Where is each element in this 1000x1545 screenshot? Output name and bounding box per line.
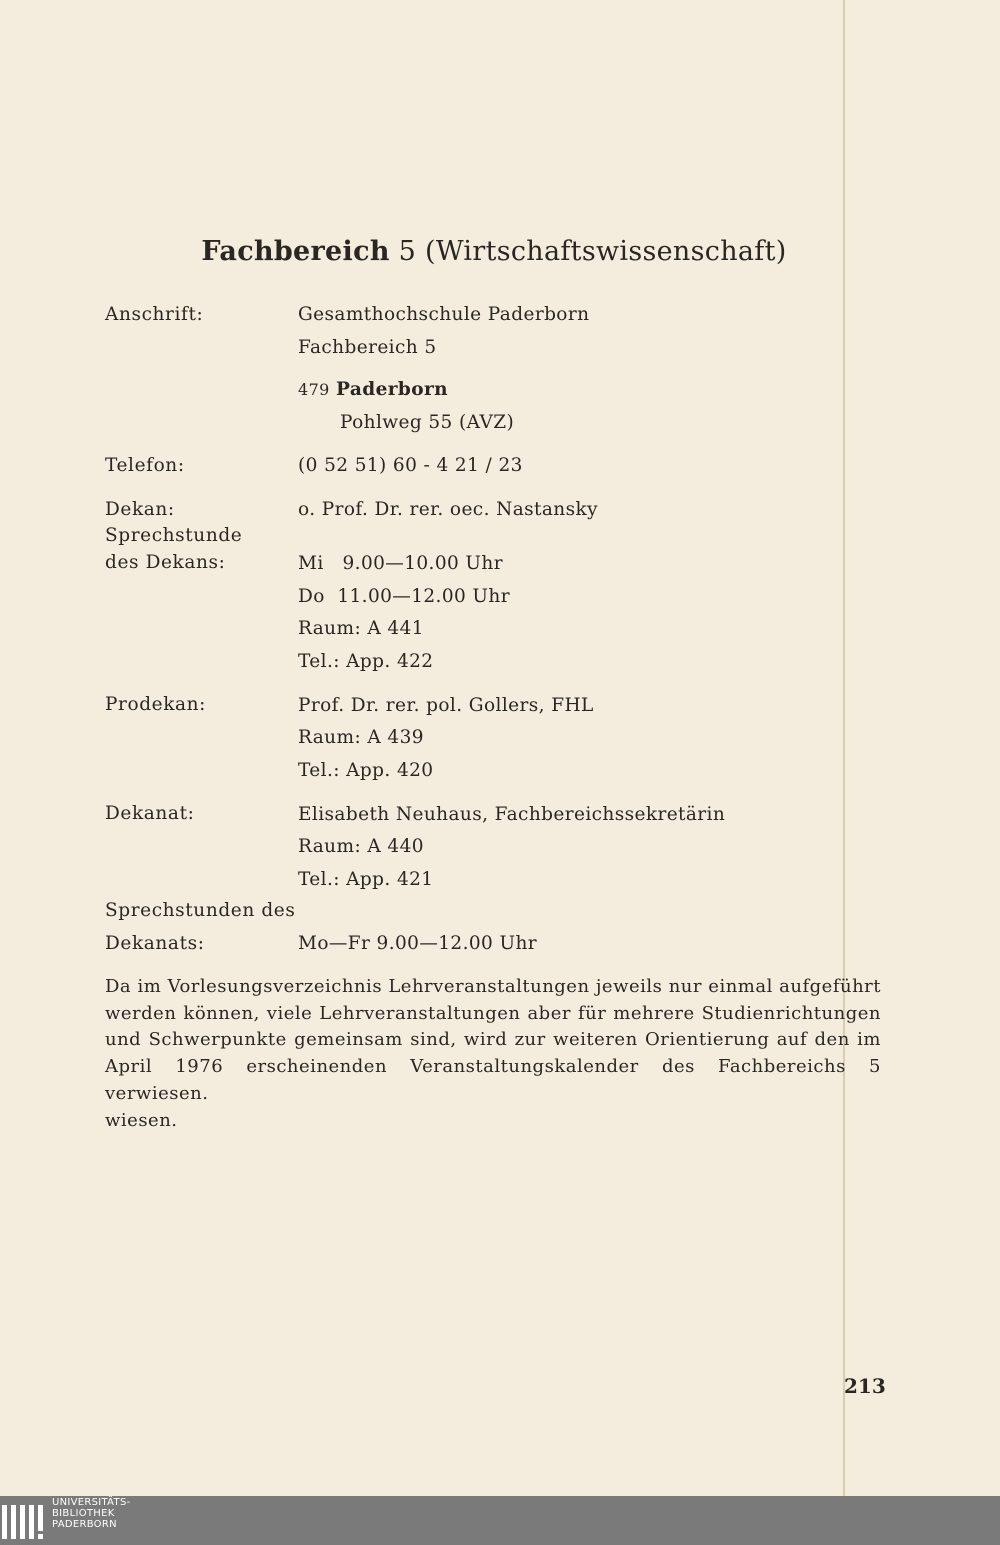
page-title	[0, 236, 988, 267]
title-bold: Fachbereich	[201, 236, 390, 267]
paragraph-line: werden können, viele Lehrveranstaltungen aber für mehrere Studienrichtungen	[105, 1002, 881, 1024]
dekanat-value: Elisabeth Neuhaus, Fachbereichssekretärin	[298, 804, 726, 825]
library-name-line-2: BIBLIOTHEK	[52, 1508, 115, 1519]
paragraph-line: Da im Vorlesungsverzeichnis Lehrveranstaltungen jeweils nur einmal aufgeführt	[105, 976, 881, 997]
library-name	[52, 1497, 131, 1530]
telefon-label: Telefon:	[105, 455, 185, 476]
prodekan-value: Prof. Dr. rer. pol. Gollers, FHL	[298, 695, 594, 716]
dekan-times-1: Mi 9.00—10.00 Uhr	[298, 553, 503, 574]
dekan-raum: Raum: A 441	[298, 618, 424, 639]
dekan-tel: Tel.: App. 422	[298, 651, 434, 672]
dekan-times-2: Do 11.00—12.00 Uhr	[298, 586, 510, 607]
dekan-sprechstunde-label-1: Sprechstunde	[105, 525, 243, 546]
prodekan-tel: Tel.: App. 420	[298, 760, 434, 781]
anschrift-label: Anschrift:	[105, 304, 204, 325]
dekanat-label: Dekanat:	[105, 803, 195, 824]
library-logo-icon	[2, 1505, 46, 1539]
library-name-line-1: UNIVERSITÄTS-	[52, 1497, 131, 1508]
info-paragraph	[105, 974, 881, 1134]
dekan-label: Dekan:	[105, 499, 175, 520]
telefon-value: (0 52 51) 60 - 4 21 / 23	[298, 455, 523, 476]
library-footer	[0, 1496, 1000, 1545]
page-fold-line	[843, 0, 845, 1496]
dekanat-raum: Raum: A 440	[298, 836, 424, 857]
address-city-name: Paderborn	[336, 379, 448, 400]
dekanat-times: Mo—Fr 9.00—12.00 Uhr	[298, 933, 538, 954]
dekanat-sprechstunden-label-1: Sprechstunden des	[105, 900, 296, 921]
address-plz: 479	[298, 380, 330, 399]
paragraph-line: und Schwerpunkte gemeinsam sind, wird zur weiteren Orientierung auf den im	[105, 1029, 881, 1051]
paragraph-line: wiesen.	[105, 1109, 178, 1131]
library-name-line-3: PADERBORN	[52, 1519, 117, 1530]
address-city	[298, 379, 448, 400]
address-street: Pohlweg 55 (AVZ)	[340, 412, 515, 433]
prodekan-label: Prodekan:	[105, 694, 207, 715]
dekan-value: o. Prof. Dr. rer. oec. Nastansky	[298, 499, 598, 520]
title-rest: 5 (Wirtschaftswissenschaft)	[389, 236, 787, 267]
dekan-sprechstunde-label-2: des Dekans:	[105, 552, 226, 573]
paragraph-line: April 1976 erscheinenden Veranstaltungskalender des Fachbereichs 5 verwiesen.	[105, 1056, 881, 1104]
page-number: 213	[844, 1374, 886, 1398]
address-line-2: Fachbereich 5	[298, 337, 437, 358]
dekanat-sprechstunden-label-2: Dekanats:	[105, 933, 205, 954]
prodekan-raum: Raum: A 439	[298, 727, 424, 748]
dekanat-tel: Tel.: App. 421	[298, 869, 434, 890]
address-line-1: Gesamthochschule Paderborn	[298, 304, 590, 325]
